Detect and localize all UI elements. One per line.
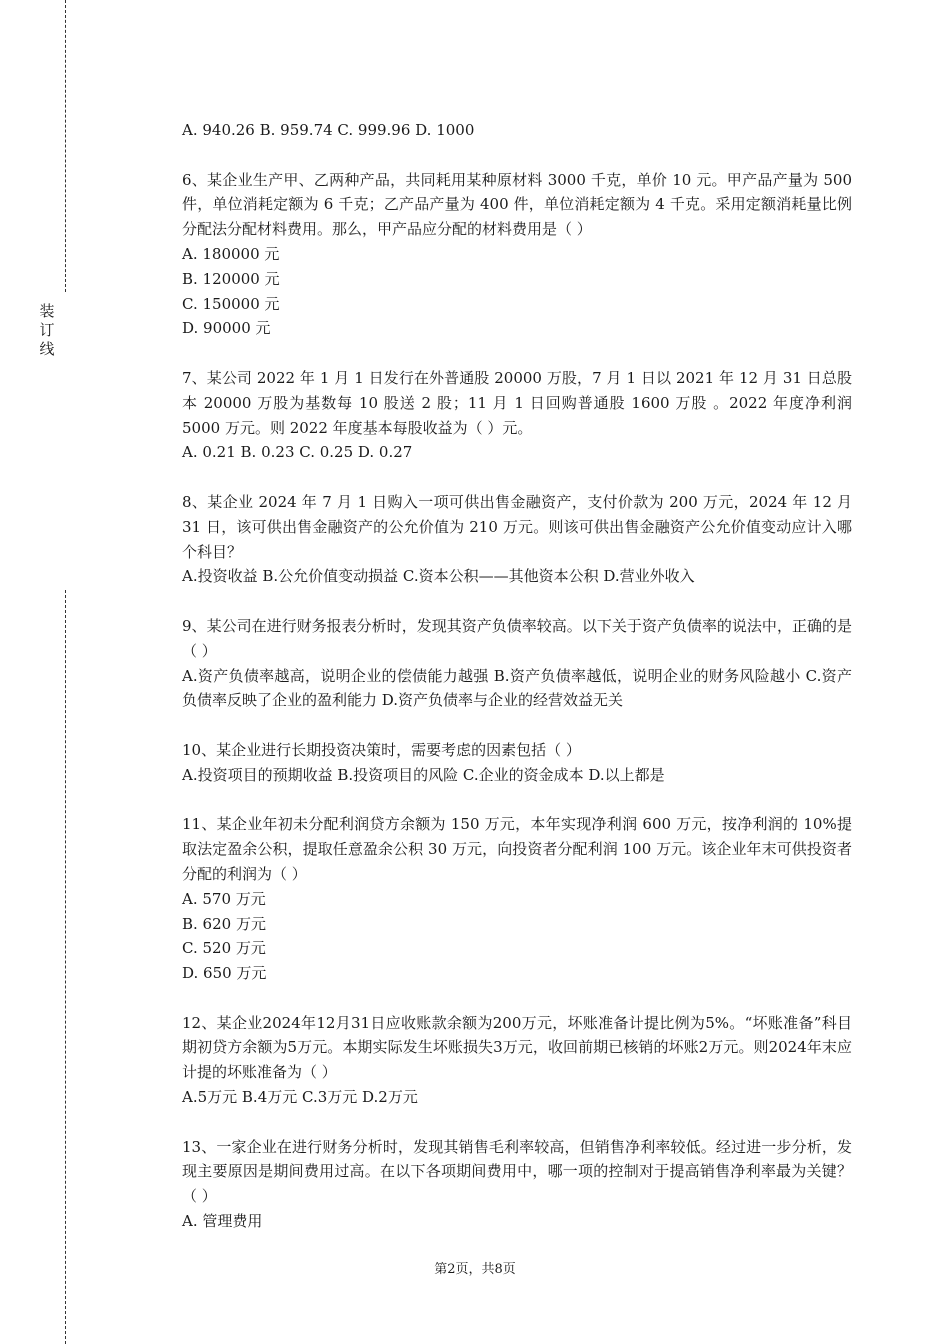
page-footer: 第2页，共8页 bbox=[434, 1262, 516, 1277]
option-a: A. 管理费用 bbox=[182, 1212, 263, 1231]
binding-label: 装订线 bbox=[39, 302, 55, 358]
question-9 bbox=[182, 614, 852, 713]
question-stem: 11、某企业年初未分配利润贷方余额为 150 万元，本年实现净利润 600 万元，按净利润的 10%提取法定盈余公积，提取任意盈余公积 30 万元，向投资者分配利润 100 万元。该企业年末可供投资者分配的利润为（ ） bbox=[182, 815, 852, 883]
question-13 bbox=[182, 1135, 852, 1234]
question-12 bbox=[182, 1011, 852, 1110]
binding-line-bottom bbox=[65, 590, 66, 1344]
question-stem: 10、某企业进行长期投资决策时，需要考虑的因素包括（ ） bbox=[182, 740, 581, 759]
option-c: C. 520 万元 bbox=[182, 939, 266, 958]
option-d: D. 90000 元 bbox=[182, 319, 271, 338]
question-6 bbox=[182, 168, 852, 342]
question-stem: 13、一家企业在进行财务分析时，发现其销售毛利率较高，但销售净利率较低。经过进一步分析，发现主要原因是期间费用过高。在以下各项期间费用中，哪一项的控制对于提高销售净利率最为关键？（ ） bbox=[182, 1137, 852, 1206]
binding-line-top bbox=[65, 0, 66, 292]
option-b: B. 620 万元 bbox=[182, 914, 266, 933]
question-stem: 7、某公司 2022 年 1 月 1 日发行在外普通股 20000 万股，7 月 1 日以 2021 年 12 月 31 日总股本 20000 万股为基数每 10 股送 2 股；11 月 1 日回购普通股 1600 万股 。2022 年度净利润 5000 万元。则 2022 年度基本每股收益为（ ）元。 bbox=[182, 368, 852, 437]
question-stem: 12、某企业2024年12月31日应收账款余额为200万元，坏账准备计提比例为5%。“坏账准备”科目期初贷方余额为5万元。本期实际发生坏账损失3万元，收回前期已核销的坏账2万元。则2024年末应计提的坏账准备为（ ） bbox=[182, 1013, 852, 1082]
question-stem: 6、某企业生产甲、乙两种产品，共同耗用某种原材料 3000 千克，单价 10 元。甲产品产量为 500 件，单位消耗定额为 6 千克；乙产品产量为 400 件，单位消耗定额为 4 千克。采用定额消耗量比例分配法分配材料费用。那么，甲产品应分配的材料费用是（ ） bbox=[182, 170, 852, 239]
options-line: A.投资收益 B.公允价值变动损益 C.资本公积——其他资本公积 D.营业外收入 bbox=[182, 567, 695, 586]
question-8 bbox=[182, 490, 852, 589]
question-5-options bbox=[182, 118, 852, 143]
options-line: A.投资项目的预期收益 B.投资项目的风险 C.企业的资金成本 D.以上都是 bbox=[182, 765, 665, 784]
options-line: A.资产负债率越高，说明企业的偿债能力越强 B.资产负债率越低，说明企业的财务风险越小 C.资产负债率反映了企业的盈利能力 D.资产负债率与企业的经营效益无关 bbox=[182, 666, 852, 710]
option-a: A. 570 万元 bbox=[182, 889, 266, 908]
question-stem: 8、某企业 2024 年 7 月 1 日购入一项可供出售金融资产，支付价款为 200 万元，2024 年 12 月 31 日，该可供出售金融资产的公允价值为 210 万元。则该可供出售金融资产公允价值变动应计入哪个科目？ bbox=[182, 492, 852, 561]
options-line: A. 0.21 B. 0.23 C. 0.25 D. 0.27 bbox=[182, 443, 413, 462]
question-7 bbox=[182, 366, 852, 465]
options-line: A.5万元 B.4万元 C.3万元 D.2万元 bbox=[182, 1088, 418, 1107]
option-a: A. 180000 元 bbox=[182, 244, 280, 263]
question-10 bbox=[182, 738, 852, 788]
question-11 bbox=[182, 812, 852, 986]
option-c: C. 150000 元 bbox=[182, 294, 280, 313]
question-stem: 9、某公司在进行财务报表分析时，发现其资产负债率较高。以下关于资产负债率的说法中，正确的是（ ） bbox=[182, 616, 852, 660]
question-list bbox=[182, 118, 852, 1259]
options-line: A. 940.26 B. 959.74 C. 999.96 D. 1000 bbox=[182, 121, 475, 139]
option-d: D. 650 万元 bbox=[182, 964, 267, 983]
option-b: B. 120000 元 bbox=[182, 269, 280, 288]
